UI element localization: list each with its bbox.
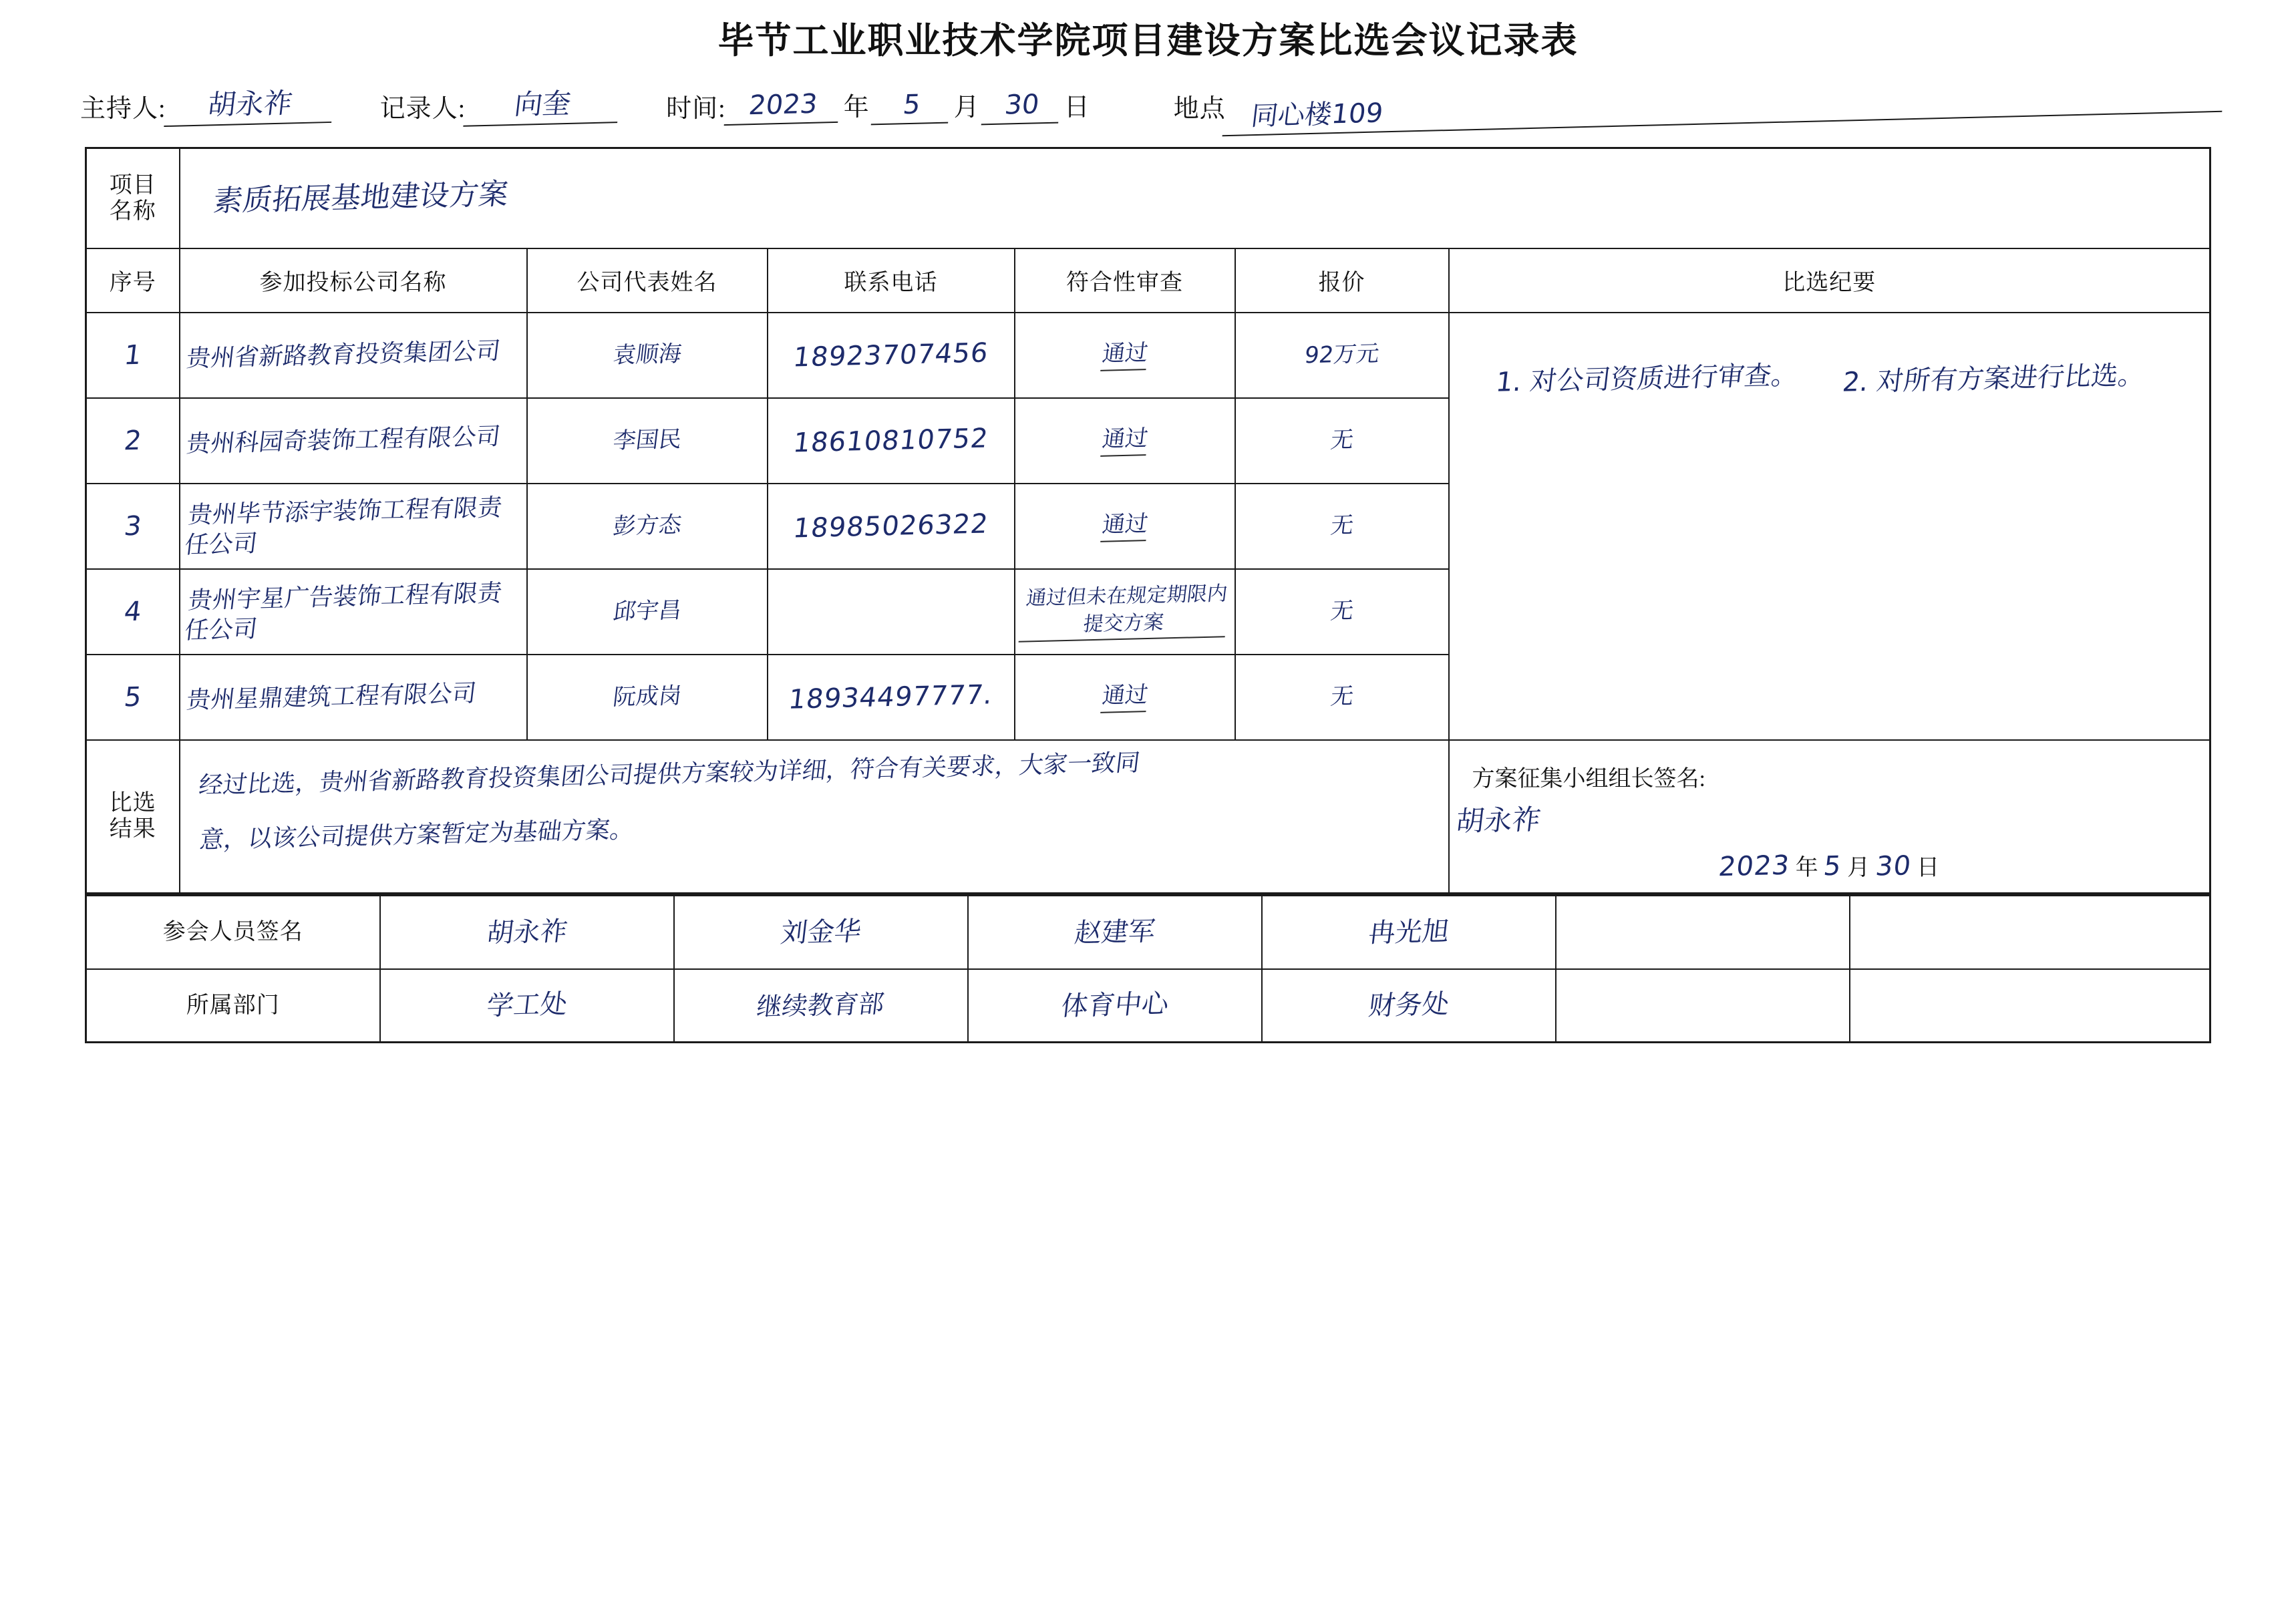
attendee-signature-1: 胡永祚: [380, 896, 674, 969]
attendee-department-label: 所属部门: [86, 969, 380, 1043]
row-index: 4: [86, 569, 180, 655]
header-compliance: 符合性审查: [1015, 248, 1235, 313]
time-day-value: 30: [981, 87, 1062, 126]
row-phone: 18610810752: [768, 398, 1015, 484]
attendee-department-4: 财务处: [1262, 969, 1556, 1043]
row-rep: 袁顺海: [527, 313, 768, 398]
row-company: 贵州省新路教育投资集团公司: [180, 313, 527, 398]
meeting-record-table: [85, 147, 2211, 894]
attendee-department-6: [1850, 969, 2210, 1043]
leader-signature-date: [1456, 849, 2203, 883]
project-name-value: 素质拓展基地建设方案: [210, 177, 510, 219]
result-text-line-1: 经过比选，贵州省新路教育投资集团公司提供方案较为详细，符合有关要求，大家一致同: [196, 749, 1142, 799]
row-phone: 18934497777.: [768, 655, 1015, 740]
attendee-department-row: [86, 969, 2210, 1043]
row-company: 贵州科园奇装饰工程有限公司: [180, 398, 527, 484]
row-compliance: 通过: [1015, 484, 1235, 569]
time-year-value: 2023: [723, 87, 842, 126]
recorder-label: 记录人:: [379, 95, 466, 123]
leader-signature-cell: [1449, 740, 2210, 894]
attendee-signature-2: 刘金华: [674, 896, 968, 969]
row-phone: 18923707456: [768, 313, 1015, 398]
row-price: 92万元: [1235, 313, 1449, 398]
place-value: 同心楼109: [1222, 76, 2226, 136]
time-label: 时间:: [666, 95, 726, 123]
row-compliance: 通过: [1015, 655, 1235, 740]
attendee-department-3: 体育中心: [968, 969, 1262, 1043]
row-index: 2: [86, 398, 180, 484]
attendee-signature-row: [86, 896, 2210, 969]
row-price: 无: [1235, 569, 1449, 655]
row-index: 1: [86, 313, 180, 398]
leader-date-day-unit: 日: [1917, 856, 1940, 880]
recorder-field: [380, 87, 620, 125]
row-compliance: 通过: [1015, 313, 1235, 398]
row-phone: 18985026322: [768, 484, 1015, 569]
project-name-value-cell: [180, 148, 2210, 248]
row-index: 3: [86, 484, 180, 569]
summary-cell: [1449, 313, 2210, 740]
row-company: 贵州毕节添宇装饰工程有限责任公司: [180, 484, 527, 569]
page-title: 毕节工业职业技术学院项目建设方案比选会议记录表: [717, 21, 1579, 61]
row-rep: 李国民: [527, 398, 768, 484]
row-price: 无: [1235, 484, 1449, 569]
row-compliance: 通过但未在规定期限内提交方案: [1015, 569, 1235, 655]
place-field: [1173, 87, 2223, 132]
time-year-unit: 年: [843, 94, 869, 122]
project-name-label: 项目 名称: [86, 148, 180, 248]
result-text-cell: [180, 740, 1449, 894]
header-price: 报价: [1235, 248, 1449, 313]
row-phone: [768, 569, 1015, 655]
leader-date-month: 5: [1822, 850, 1844, 882]
place-label: 地点: [1173, 95, 1226, 123]
row-rep: 邱宇昌: [527, 569, 768, 655]
recorder-value: 向奎: [463, 85, 621, 126]
leader-signature-value: 胡永祚: [1454, 802, 1542, 838]
summary-line-1: 1. 对公司资质进行审查。: [1494, 359, 1800, 398]
attendee-signature-3: 赵建军: [968, 896, 1262, 969]
row-price: 无: [1235, 398, 1449, 484]
attendee-department-5: [1556, 969, 1850, 1043]
host-field: [80, 87, 333, 125]
leader-date-month-unit: 月: [1847, 856, 1870, 880]
header-summary: 比选纪要: [1449, 248, 2210, 313]
host-label: 主持人:: [80, 95, 166, 123]
time-field: [666, 86, 1094, 124]
meta-row: [0, 85, 2296, 132]
result-text-line-2: 意，以该公司提供方案暂定为基础方案。: [198, 816, 635, 854]
time-month-value: 5: [870, 87, 952, 126]
header-index: 序号: [86, 248, 180, 313]
leader-signature-label: 方案征集小组组长签名:: [1472, 766, 1705, 791]
header-rep: 公司代表姓名: [527, 248, 768, 313]
table-header-row: [86, 248, 2210, 313]
document-page: [0, 12, 2296, 1621]
attendee-signature-4: 冉光旭: [1262, 896, 1556, 969]
leader-date-year-unit: 年: [1795, 856, 1818, 880]
row-rep: 彭方态: [527, 484, 768, 569]
row-rep: 阮成岗: [527, 655, 768, 740]
row-company: 贵州星鼎建筑工程有限公司: [180, 655, 527, 740]
table-row: [86, 313, 2210, 398]
attendee-signature-5: [1556, 896, 1850, 969]
result-row: [86, 740, 2210, 894]
host-value: 胡永祚: [164, 84, 335, 126]
time-month-unit: 月: [953, 94, 979, 122]
attendee-department-1: 学工处: [380, 969, 674, 1043]
project-name-row: [86, 148, 2210, 248]
result-label: 比选 结果: [86, 740, 180, 894]
leader-date-year: 2023: [1717, 850, 1792, 883]
row-compliance: 通过: [1015, 398, 1235, 484]
time-day-unit: 日: [1063, 94, 1090, 122]
header-company: 参加投标公司名称: [180, 248, 527, 313]
attendees-table: [85, 894, 2211, 1043]
row-company: 贵州宇星广告装饰工程有限责任公司: [180, 569, 527, 655]
header-phone: 联系电话: [768, 248, 1015, 313]
attendee-signature-6: [1850, 896, 2210, 969]
attendee-department-2: 继续教育部: [674, 969, 968, 1043]
row-index: 5: [86, 655, 180, 740]
row-price: 无: [1235, 655, 1449, 740]
summary-line-2: 2. 对所有方案进行比选。: [1840, 359, 2147, 398]
attendee-signature-label: 参会人员签名: [86, 896, 380, 969]
leader-date-day: 30: [1873, 850, 1913, 882]
